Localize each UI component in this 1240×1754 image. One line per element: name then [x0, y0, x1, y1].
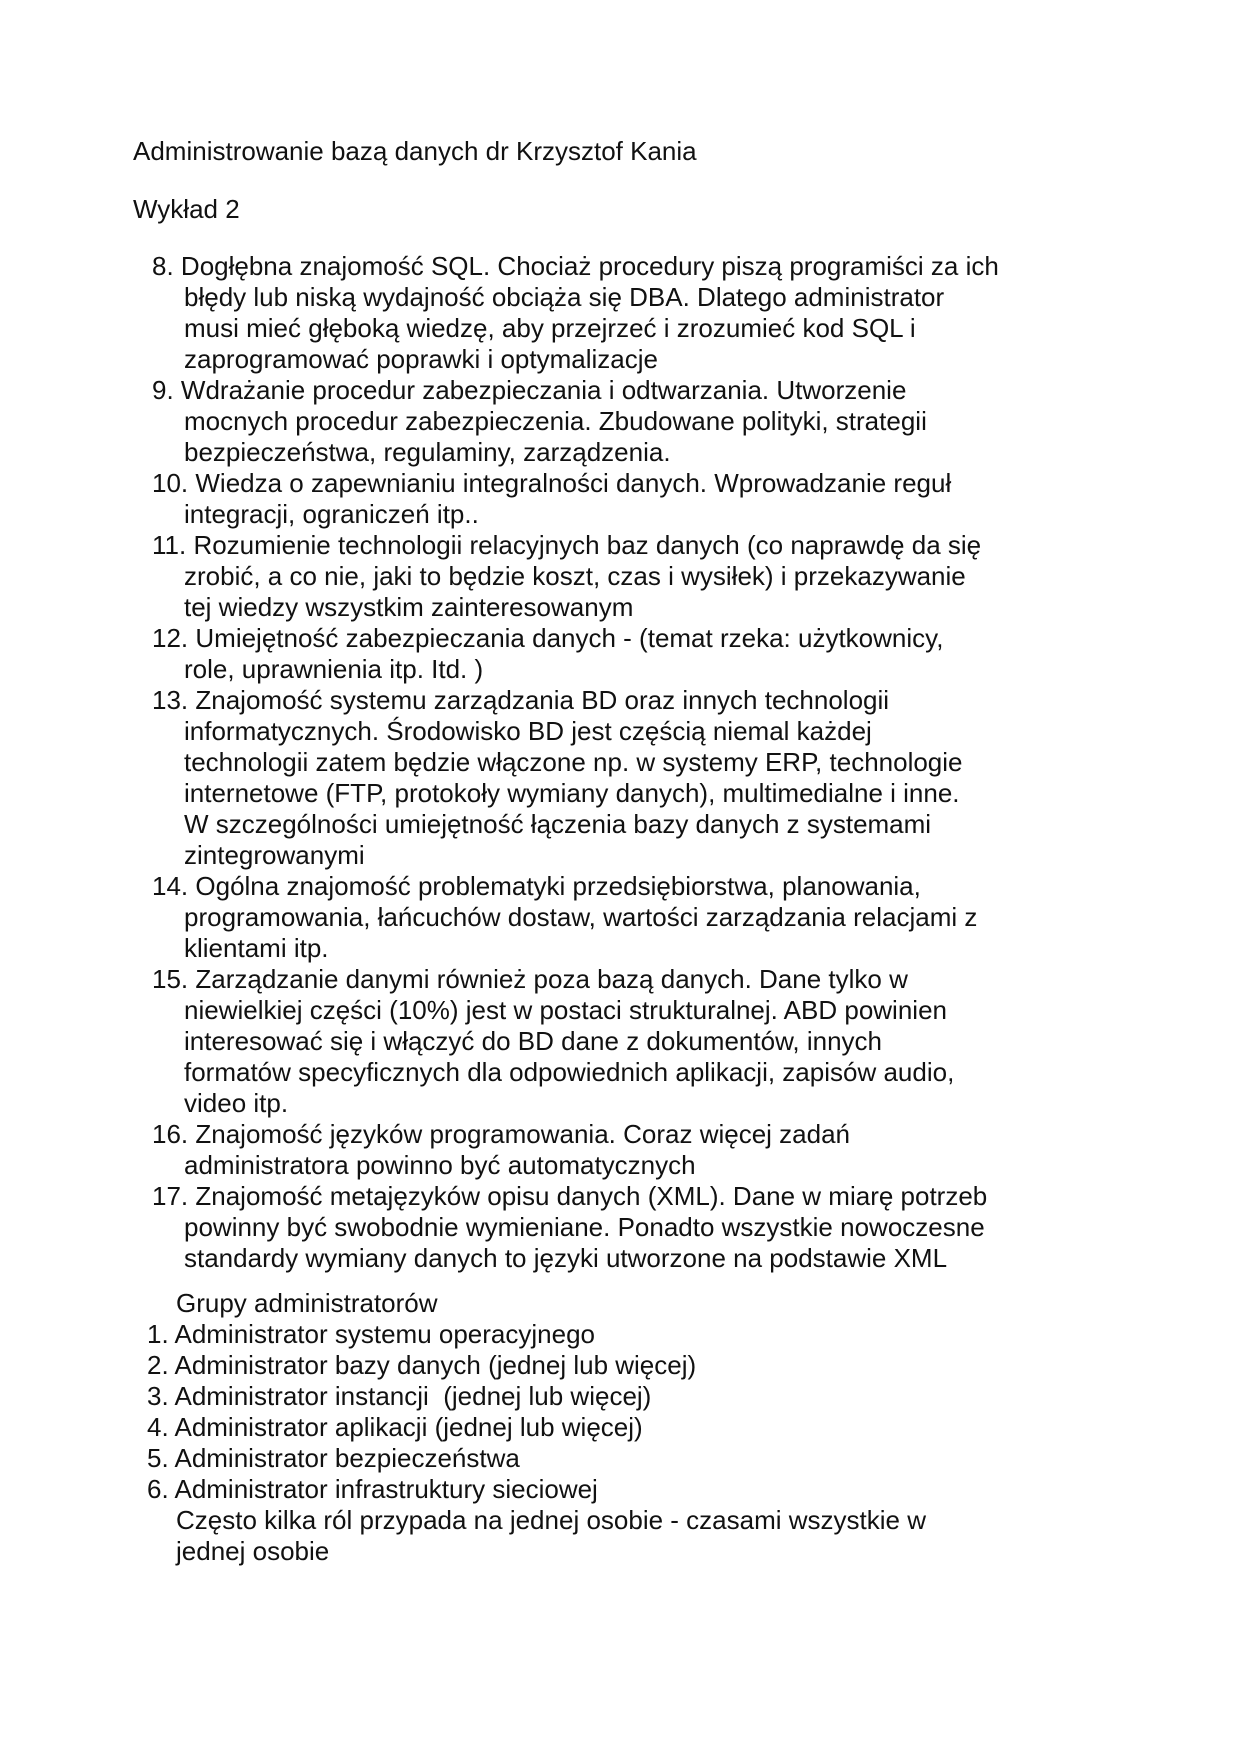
list-item-number: 6. [147, 1474, 169, 1504]
list-item-text: Administrator systemu operacyjnego [168, 1319, 595, 1349]
list-item-text: zintegrowanymi [184, 840, 365, 870]
text-line [152, 809, 1133, 840]
text-line [152, 1212, 1133, 1243]
text-line [152, 995, 1133, 1026]
text-line [152, 1181, 1133, 1212]
text-line [152, 933, 1133, 964]
text-line [152, 313, 1133, 344]
list-item-text: błędy lub niską wydajność obciąża się DBA. Dlatego administrator [184, 282, 945, 312]
text-line [147, 1381, 1133, 1412]
list-item-number: 12. [152, 623, 189, 653]
document-content [133, 136, 1133, 1567]
admin-groups-section [133, 1288, 1133, 1567]
list-item-text: Administrator instancji (jednej lub więcej) [168, 1381, 652, 1411]
text-line [147, 1536, 1133, 1567]
list-item-text: Znajomość metajęzyków opisu danych (XML). Dane w miarę potrzeb [188, 1181, 988, 1211]
list-item-text: Dogłębna znajomość SQL. Chociaż procedury piszą programiści za ich [173, 251, 999, 281]
admin-groups-note [147, 1505, 1133, 1567]
list-item-text: Ogólna znajomość problematyki przedsiębiorstwa, planowania, [188, 871, 921, 901]
list-item-text: technologii zatem będzie włączone np. w systemy ERP, technologie [184, 747, 963, 777]
list-item-text: Znajomość systemu zarządzania BD oraz innych technologii [188, 685, 890, 715]
text-line [152, 654, 1133, 685]
list-item-text: W szczególności umiejętność łączenia bazy danych z systemami [184, 809, 932, 839]
list-item-text: interesować się i włączyć do BD dane z dokumentów, innych [184, 1026, 883, 1056]
list-item-number: 10. [152, 468, 189, 498]
text-line [152, 1243, 1133, 1274]
lecture-heading: Wykład 2 [133, 194, 240, 224]
dba-skills-list [152, 251, 1133, 1274]
text-line [152, 1088, 1133, 1119]
text-line [152, 406, 1133, 437]
list-item-text: role, uprawnienia itp. Itd. ) [184, 654, 484, 684]
list-item-text: Wdrażanie procedur zabezpieczania i odtwarzania. Utworzenie [173, 375, 907, 405]
list-item-text: programowania, łańcuchów dostaw, wartości zarządzania relacjami z [184, 902, 978, 932]
list-item-number: 2. [147, 1350, 169, 1380]
text-line [147, 1443, 1133, 1474]
text-line [147, 1350, 1133, 1381]
list-item-text: Administrator bezpieczeństwa [168, 1443, 520, 1473]
admin-groups-list [147, 1319, 1133, 1505]
list-item-text: Administrator bazy danych (jednej lub więcej) [168, 1350, 697, 1380]
list-item-text: mocnych procedur zabezpieczenia. Zbudowane polityki, strategii [184, 406, 927, 436]
list-item-text: jednej osobie [176, 1536, 330, 1566]
text-line [147, 1412, 1133, 1443]
list-item-number: 4. [147, 1412, 169, 1442]
admin-groups-heading: Grupy administratorów [176, 1288, 438, 1318]
list-item-text: tej wiedzy wszystkim zainteresowanym [184, 592, 634, 622]
text-line [147, 1505, 1133, 1536]
text-line [152, 902, 1133, 933]
list-item-text: zaprogramować poprawki i optymalizacje [184, 344, 658, 374]
list-item-number: 9. [152, 375, 174, 405]
list-item-text: Administrator infrastruktury sieciowej [168, 1474, 598, 1504]
text-line [152, 747, 1133, 778]
list-item-text: musi mieć głęboką wiedzę, aby przejrzeć i zrozumieć kod SQL i [184, 313, 916, 343]
list-item-number: 17. [152, 1181, 189, 1211]
list-item-text: formatów specyficznych dla odpowiednich aplikacji, zapisów audio, [184, 1057, 955, 1087]
text-line [152, 623, 1133, 654]
list-item-number: 5. [147, 1443, 169, 1473]
list-item-text: klientami itp. [184, 933, 329, 963]
list-item-text: integracji, ograniczeń itp.. [184, 499, 479, 529]
list-item-text: Administrator aplikacji (jednej lub więcej) [168, 1412, 643, 1442]
list-item-text: Często kilka ról przypada na jednej osobie - czasami wszystkie w [176, 1505, 926, 1535]
text-line [152, 561, 1133, 592]
text-line [152, 375, 1133, 406]
list-item-text: informatycznych. Środowisko BD jest częścią niemal każdej [184, 716, 872, 746]
text-line [152, 1057, 1133, 1088]
list-item-number: 8. [152, 251, 174, 281]
text-line [152, 499, 1133, 530]
list-item-number: 11. [152, 530, 187, 560]
list-item-number: 1. [147, 1319, 169, 1349]
text-line [152, 530, 1133, 561]
list-item-text: powinny być swobodnie wymieniane. Ponadto wszystkie nowoczesne [184, 1212, 985, 1242]
text-line [152, 282, 1133, 313]
text-line [152, 1119, 1133, 1150]
list-item-text: internetowe (FTP, protokoły wymiany danych), multimedialne i inne. [184, 778, 960, 808]
text-line [147, 1474, 1133, 1505]
list-item-text: video itp. [184, 1088, 289, 1118]
text-line [152, 964, 1133, 995]
list-item-number: 16. [152, 1119, 189, 1149]
text-line [152, 1026, 1133, 1057]
text-line [152, 685, 1133, 716]
text-line [152, 468, 1133, 499]
list-item-text: Zarządzanie danymi również poza bazą danych. Dane tylko w [188, 964, 908, 994]
list-item-text: standardy wymiany danych to języki utworzone na podstawie XML [184, 1243, 948, 1273]
text-line [152, 778, 1133, 809]
list-item-number: 3. [147, 1381, 169, 1411]
list-item-text: Umiejętność zabezpieczania danych - (temat rzeka: użytkownicy, [188, 623, 944, 653]
list-item-text: zrobić, a co nie, jaki to będzie koszt, czas i wysiłek) i przekazywanie [184, 561, 966, 591]
list-item-number: 14. [152, 871, 189, 901]
text-line [152, 840, 1133, 871]
list-item-text: niewielkiej części (10%) jest w postaci strukturalnej. ABD powinien [184, 995, 947, 1025]
list-item-number: 15. [152, 964, 189, 994]
list-item-text: Rozumienie technologii relacyjnych baz danych (co naprawdę da się [186, 530, 982, 560]
text-line [152, 344, 1133, 375]
list-item-text: bezpieczeństwa, regulaminy, zarządzenia. [184, 437, 671, 467]
text-line [152, 437, 1133, 468]
list-item-text: Znajomość języków programowania. Coraz więcej zadań [188, 1119, 851, 1149]
text-line [147, 1319, 1133, 1350]
list-item-number: 13. [152, 685, 189, 715]
text-line [152, 251, 1133, 282]
list-item-text: Wiedza o zapewnianiu integralności danych. Wprowadzanie reguł [188, 468, 952, 498]
document-title: Administrowanie bazą danych dr Krzysztof Kania [133, 136, 697, 166]
text-line [152, 871, 1133, 902]
list-item-text: administratora powinno być automatycznych [184, 1150, 696, 1180]
text-line [152, 1150, 1133, 1181]
text-line [152, 716, 1133, 747]
text-line [152, 592, 1133, 623]
